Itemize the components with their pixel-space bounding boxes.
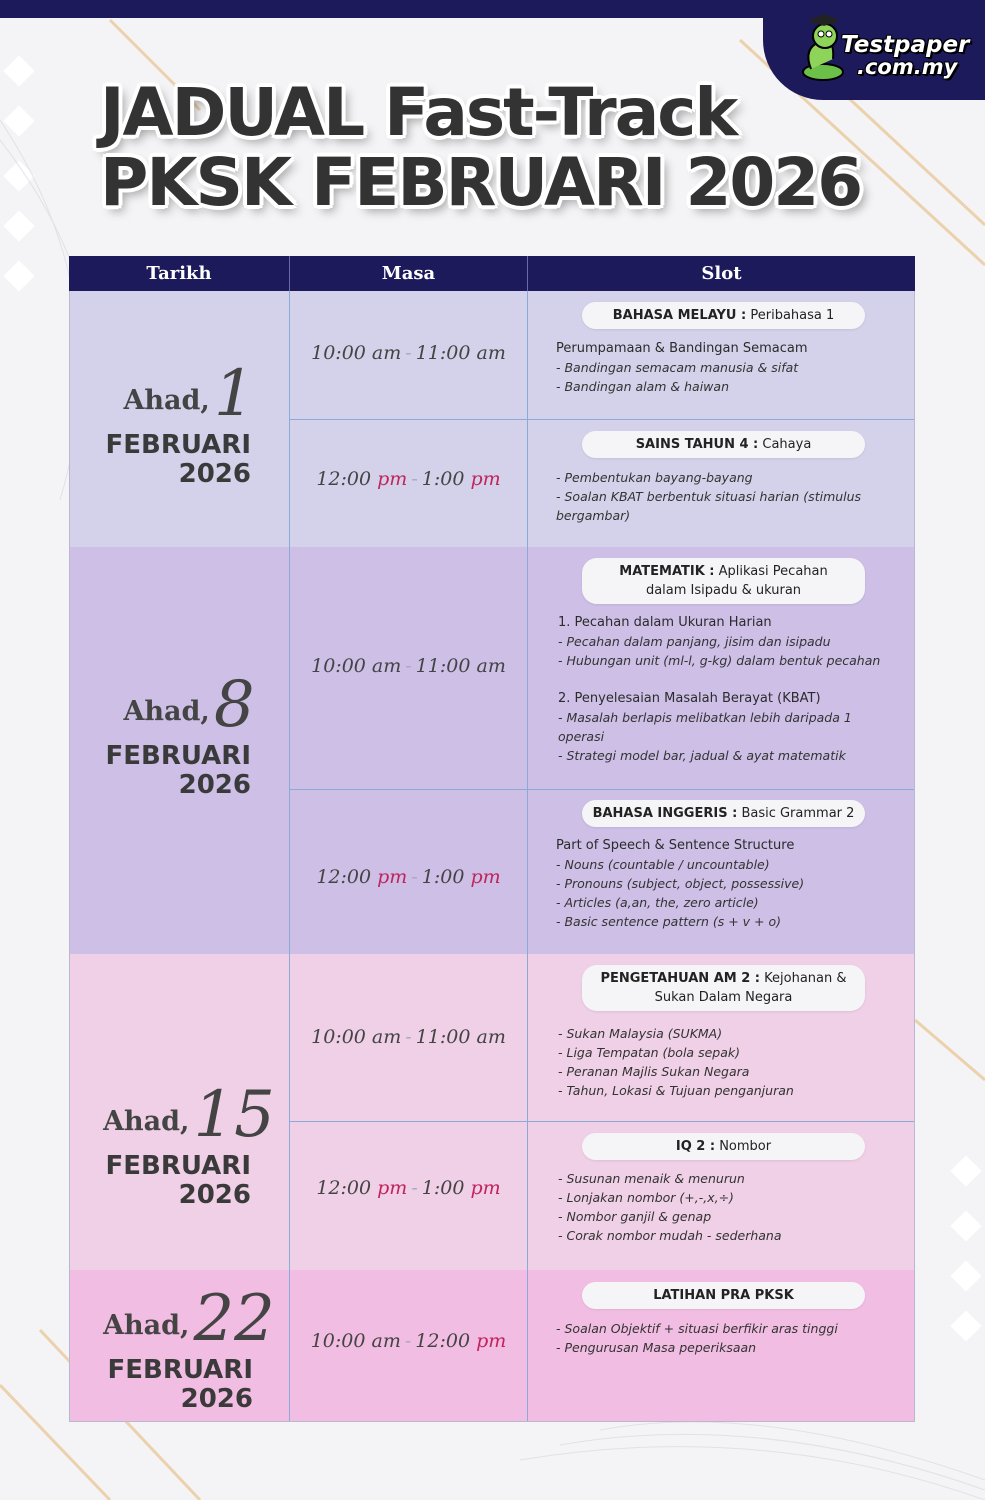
list-item: - Masalah berlapis melibatkan lebih daripada 1 operasi: [558, 710, 852, 744]
list-item: - Corak nombor mudah - sederhana: [558, 1228, 782, 1243]
time-unit: pm: [476, 1330, 507, 1352]
spacer: [558, 670, 883, 689]
table-border: [69, 1421, 915, 1422]
subject-topic: Aplikasi Pecahan: [718, 564, 828, 579]
list-item: - Nouns (countable / uncountable): [556, 857, 770, 872]
column-divider: [289, 291, 290, 1422]
time-end: 1:00: [421, 866, 465, 888]
subject-topic: Nombor: [719, 1139, 772, 1154]
slot-heading: Perumpamaan & Bandingan Semacam: [556, 341, 808, 356]
time-start: 12:00: [316, 1177, 372, 1199]
list-item: - Hubungan unit (ml-l, g-kg) dalam bentuk pecahan: [558, 653, 881, 668]
list-item: - Tahun, Lokasi & Tujuan penganjuran: [558, 1083, 794, 1098]
time-unit: am: [476, 342, 506, 364]
date-cell: [69, 1078, 289, 1210]
list-item: - Nombor ganjil & genap: [558, 1209, 712, 1224]
time-end: 1:00: [421, 1177, 465, 1199]
time-start: 10:00: [310, 1330, 366, 1352]
slot-details: [558, 1169, 883, 1245]
header-tarikh: Tarikh: [146, 263, 212, 284]
slot-details: [558, 613, 883, 765]
time-dash: -: [405, 1026, 412, 1048]
time-unit: am: [371, 342, 402, 364]
title-line1: JADUAL Fast-Track: [100, 74, 737, 151]
slot-cell: [528, 419, 915, 547]
subject-topic: Kejohanan &: [764, 971, 847, 986]
slot-heading: Part of Speech & Sentence Structure: [556, 838, 795, 853]
time-unit: am: [371, 655, 402, 677]
list-item: - Susunan menaik & menurun: [558, 1171, 745, 1186]
time-slot: [290, 866, 527, 888]
title-line2: PKSK FEBRUARI 2026: [100, 144, 862, 221]
time-slot: [290, 342, 527, 364]
month-label: FEBRUARI: [105, 430, 251, 460]
subject-name: IQ 2 :: [675, 1139, 716, 1154]
list-item: - Pronouns (subject, object, possessive): [556, 876, 805, 891]
time-start: 10:00: [311, 655, 366, 677]
slot-cell: [528, 789, 915, 954]
time-start: 10:00: [311, 1026, 366, 1048]
date-cell: [69, 668, 289, 800]
time-slot: [290, 1330, 527, 1352]
time-start: 10:00: [311, 342, 366, 364]
list-item: - Pembentukan bayang-bayang: [556, 470, 753, 485]
list-item: - Lonjakan nombor (+,-,x,÷): [558, 1190, 734, 1205]
subject-pill: [582, 1133, 865, 1160]
time-end: 11:00: [415, 342, 471, 364]
subject-pill: [582, 1282, 865, 1309]
subject-name: BAHASA INGGERIS :: [592, 806, 738, 821]
subject-topic: dalam Isipadu & ukuran: [645, 583, 802, 598]
table-row: [69, 291, 915, 547]
day-label: Ahad,: [103, 1106, 190, 1137]
time-start: 12:00: [316, 866, 372, 888]
month-label: FEBRUARI: [107, 1355, 253, 1385]
year-label: 2026: [178, 1180, 251, 1210]
table-border: [914, 291, 915, 1422]
slot-heading: 1. Pecahan dalam Ukuran Harian: [558, 615, 772, 630]
time-unit: pm: [377, 468, 408, 490]
time-unit: am: [371, 1330, 401, 1352]
page-title: [100, 74, 862, 221]
list-item: - Sukan Malaysia (SUKMA): [558, 1026, 723, 1041]
month-label: FEBRUARI: [105, 1151, 251, 1181]
month-label: FEBRUARI: [105, 741, 251, 771]
day-number: 22: [193, 1282, 275, 1356]
list-item: - Articles (a,an, the, zero article): [556, 895, 759, 910]
subject-pill: [582, 431, 865, 458]
time-slot: [290, 468, 527, 490]
day-number: 1: [213, 357, 255, 431]
date-cell: [69, 1282, 289, 1414]
time-end: 11:00: [415, 1026, 471, 1048]
table-row: [69, 954, 915, 1270]
time-unit: am: [371, 1026, 402, 1048]
subject-name: MATEMATIK :: [619, 564, 715, 579]
list-item: - Soalan Objektif + situasi berfikir aras tinggi: [556, 1321, 838, 1336]
day-label: Ahad,: [103, 1310, 190, 1341]
time-dash: -: [411, 1177, 418, 1199]
list-item: - Bandingan alam & haiwan: [556, 379, 729, 394]
subject-name: SAINS TAHUN 4 :: [635, 437, 759, 452]
column-divider: [527, 291, 528, 1422]
list-item: - Basic sentence pattern (s + v + o): [556, 914, 781, 929]
year-label: 2026: [180, 1384, 253, 1414]
time-unit: pm: [377, 866, 408, 888]
day-number: 15: [193, 1078, 275, 1152]
date-cell: [69, 357, 289, 489]
time-end: 11:00: [415, 655, 471, 677]
slot-details: [556, 339, 881, 396]
table-border: [69, 291, 70, 1422]
time-unit: am: [476, 655, 506, 677]
subject-topic: Basic Grammar 2: [741, 806, 855, 821]
logo-line2: .com.my: [857, 55, 958, 79]
time-slot: [290, 1026, 527, 1048]
time-unit: pm: [470, 1177, 501, 1199]
subject-pill: [582, 800, 865, 827]
table-header: [69, 256, 915, 291]
subject-pill: [582, 302, 865, 329]
subject-name: LATIHAN PRA PKSK: [653, 1288, 794, 1303]
time-unit: pm: [377, 1177, 408, 1199]
list-item: - Soalan KBAT berbentuk situasi harian (stimulus bergambar): [556, 489, 862, 523]
time-unit: pm: [470, 468, 501, 490]
day-label: Ahad,: [123, 696, 210, 727]
slot-details: [558, 1024, 883, 1100]
time-end: 1:00: [421, 468, 465, 490]
year-label: 2026: [178, 770, 251, 800]
subject-pill: [582, 558, 865, 604]
slot-details: [556, 468, 881, 525]
time-end: 12:00: [415, 1330, 471, 1352]
logo-text: [841, 34, 969, 78]
slot-cell: [528, 1270, 915, 1422]
list-item: - Liga Tempatan (bola sepak): [558, 1045, 740, 1060]
table-row: [69, 547, 915, 954]
list-item: - Bandingan semacam manusia & sifat: [556, 360, 799, 375]
subject-topic: Sukan Dalam Negara: [654, 990, 793, 1005]
slot-cell: [528, 291, 915, 419]
time-dash: -: [405, 655, 412, 677]
subject-topic: Cahaya: [762, 437, 812, 452]
slot-heading: 2. Penyelesaian Masalah Berayat (KBAT): [558, 691, 821, 706]
header-slot: Slot: [701, 263, 742, 284]
subject-topic: Peribahasa 1: [750, 308, 835, 323]
slot-details: [556, 836, 881, 931]
time-start: 12:00: [316, 468, 372, 490]
logo-line1: Testpaper: [841, 32, 970, 58]
day-number: 8: [213, 668, 255, 742]
subject-name: PENGETAHUAN AM 2 :: [600, 971, 761, 986]
header-masa: Masa: [381, 263, 436, 284]
subject-name: BAHASA MELAYU :: [612, 308, 747, 323]
subject-pill: [582, 965, 865, 1011]
schedule-table: [69, 256, 915, 1422]
time-unit: pm: [470, 866, 501, 888]
time-dash: -: [405, 342, 412, 364]
list-item: - Pengurusan Masa peperiksaan: [556, 1340, 757, 1355]
time-dash: -: [404, 1330, 412, 1352]
time-dash: -: [411, 866, 418, 888]
slot-cell: [528, 1121, 915, 1270]
year-label: 2026: [178, 459, 251, 489]
time-slot: [290, 1177, 527, 1199]
list-item: - Peranan Majlis Sukan Negara: [558, 1064, 750, 1079]
slot-cell: [528, 954, 915, 1121]
table-row: [69, 1270, 915, 1422]
time-unit: am: [476, 1026, 506, 1048]
slot-details: [556, 1319, 881, 1357]
day-label: Ahad,: [123, 385, 210, 416]
time-dash: -: [411, 468, 418, 490]
list-item: - Pecahan dalam panjang, jisim dan isipadu: [558, 634, 831, 649]
slot-cell: [528, 547, 915, 789]
list-item: - Strategi model bar, jadual & ayat matematik: [558, 748, 846, 763]
time-slot: [290, 655, 527, 677]
